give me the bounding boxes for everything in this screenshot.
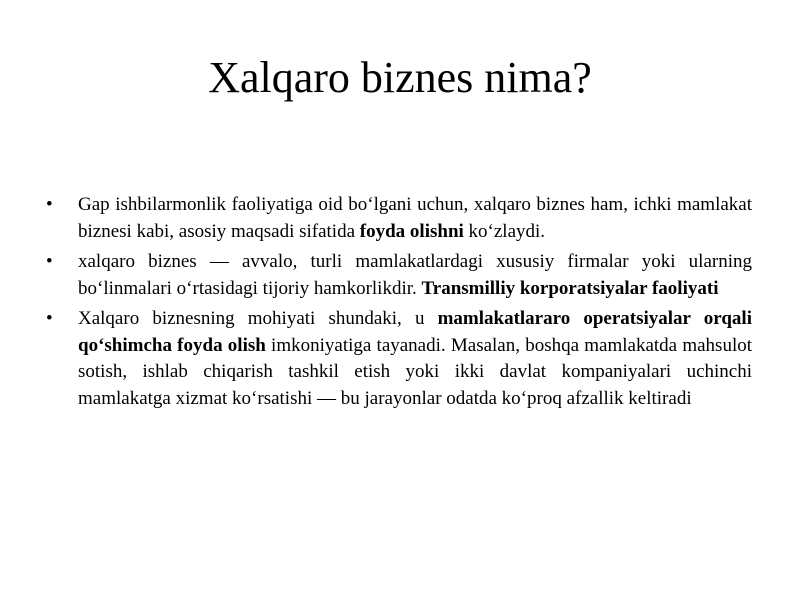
bullet-text: imkoniyatiga tayanadi. Masalan, boshqa mamlakatda mahsulot sotish, ishlab chiqarish tashkil etish yoki ikki davlat kompaniyalari uchinchi mamlakatga xizmat ko‘rsatishi — bu jarayonlar odatda ko‘proq afzallik keltiradi [78,334,752,409]
bullet-text: xalqaro biznes — avvalo, turli mamlakatlardagi xususiy firmalar yoki ularning bo‘linmalari o‘rtasidagi tijoriy hamkorlikdir. [78,251,752,299]
bullet-text: ko‘zlaydi. [463,220,546,242]
bullet-marker: • [46,308,53,329]
bullet-emphasis: mamlakatlararo operatsiyalar orqali qo‘shimcha foyda olish [78,308,752,356]
bullet-list [46,192,752,416]
slide-title: Xalqaro biznes nima? [208,53,592,102]
bullet-text: Xalqaro biznesning mohiyati shundaki, u [78,308,438,329]
bullet-marker: • [46,251,53,272]
bullet-emphasis: Transmilliy korporatsiyalar faoliyati [421,277,719,299]
bullet-emphasis: foyda olishni [359,220,464,242]
bullet-item-3 [46,306,752,412]
bullet-item-1 [46,192,752,245]
bullet-marker: • [46,194,53,215]
bullet-text: Gap ishbilarmonlik faoliyatiga oid bo‘lgani uchun, xalqaro biznes ham, ichki mamlakat biznesi kabi, asosiy maqsadi sifatida [78,194,752,242]
bullet-item-2 [46,249,752,302]
